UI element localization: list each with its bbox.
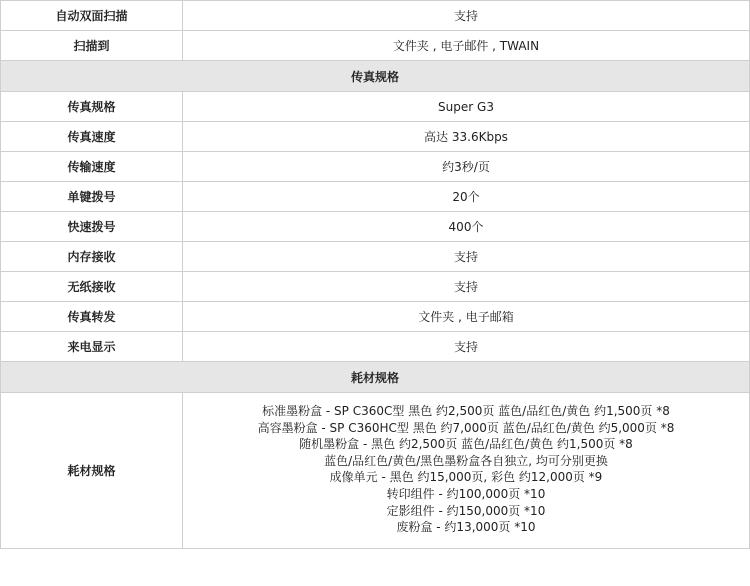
row-label: 内存接收 [1,242,183,272]
section-title: 耗材规格 [1,362,750,393]
row-value-multiline [183,393,750,549]
row-value: 支持 [183,272,750,302]
spec-row [1,212,750,242]
row-value: 高达 33.6Kbps [183,122,750,152]
spec-row [1,122,750,152]
consumable-line: 定影组件 - 约150,000页 *10 [386,503,546,518]
row-value: 支持 [183,1,750,31]
consumable-line: 成像单元 - 黑色 约15,000页, 彩色 约12,000页 *9 [329,470,603,485]
row-value: 400个 [183,212,750,242]
spec-row [1,242,750,272]
row-label: 传真规格 [1,92,183,122]
consumable-line: 高容墨粉盒 - SP C360HC型 黑色 约7,000页 蓝色/品红色/黄色 约5,000页 *8 [257,420,675,435]
spec-row [1,272,750,302]
consumable-line: 蓝色/品红色/黄色/黑色墨粉盒各自独立, 均可分别更换 [324,453,608,468]
consumable-line: 废粉盒 - 约13,000页 *10 [396,520,536,535]
spec-row [1,92,750,122]
row-value: 支持 [183,332,750,362]
row-value: 文件夹 , 电子邮箱 [183,302,750,332]
row-value: 文件夹 , 电子邮件 , TWAIN [183,31,750,61]
spec-row [1,1,750,31]
section-title: 传真规格 [1,61,750,92]
spec-row [1,302,750,332]
spec-row [1,152,750,182]
section-header-consumables [1,362,750,393]
spec-row [1,182,750,212]
row-value: Super G3 [183,92,750,122]
section-header-fax [1,61,750,92]
row-value: 约3秒/页 [183,152,750,182]
row-label: 快速拨号 [1,212,183,242]
row-label: 传真转发 [1,302,183,332]
consumable-line: 随机墨粉盒 - 黑色 约2,500页 蓝色/品红色/黄色 约1,500页 *8 [299,437,633,452]
row-label: 耗材规格 [1,393,183,549]
consumable-line: 标准墨粉盒 - SP C360C型 黑色 约2,500页 蓝色/品红色/黄色 约1,500页 *8 [262,404,670,418]
row-value: 20个 [183,182,750,212]
spec-row-consumables [1,393,750,549]
spec-row [1,332,750,362]
row-label: 扫描到 [1,31,183,61]
row-label: 自动双面扫描 [1,1,183,31]
row-label: 传真速度 [1,122,183,152]
row-label: 无纸接收 [1,272,183,302]
row-label: 来电显示 [1,332,183,362]
row-label: 单键拨号 [1,182,183,212]
consumable-line: 转印组件 - 约100,000页 *10 [386,486,546,501]
row-value: 支持 [183,242,750,272]
row-label: 传输速度 [1,152,183,182]
spec-row [1,31,750,61]
